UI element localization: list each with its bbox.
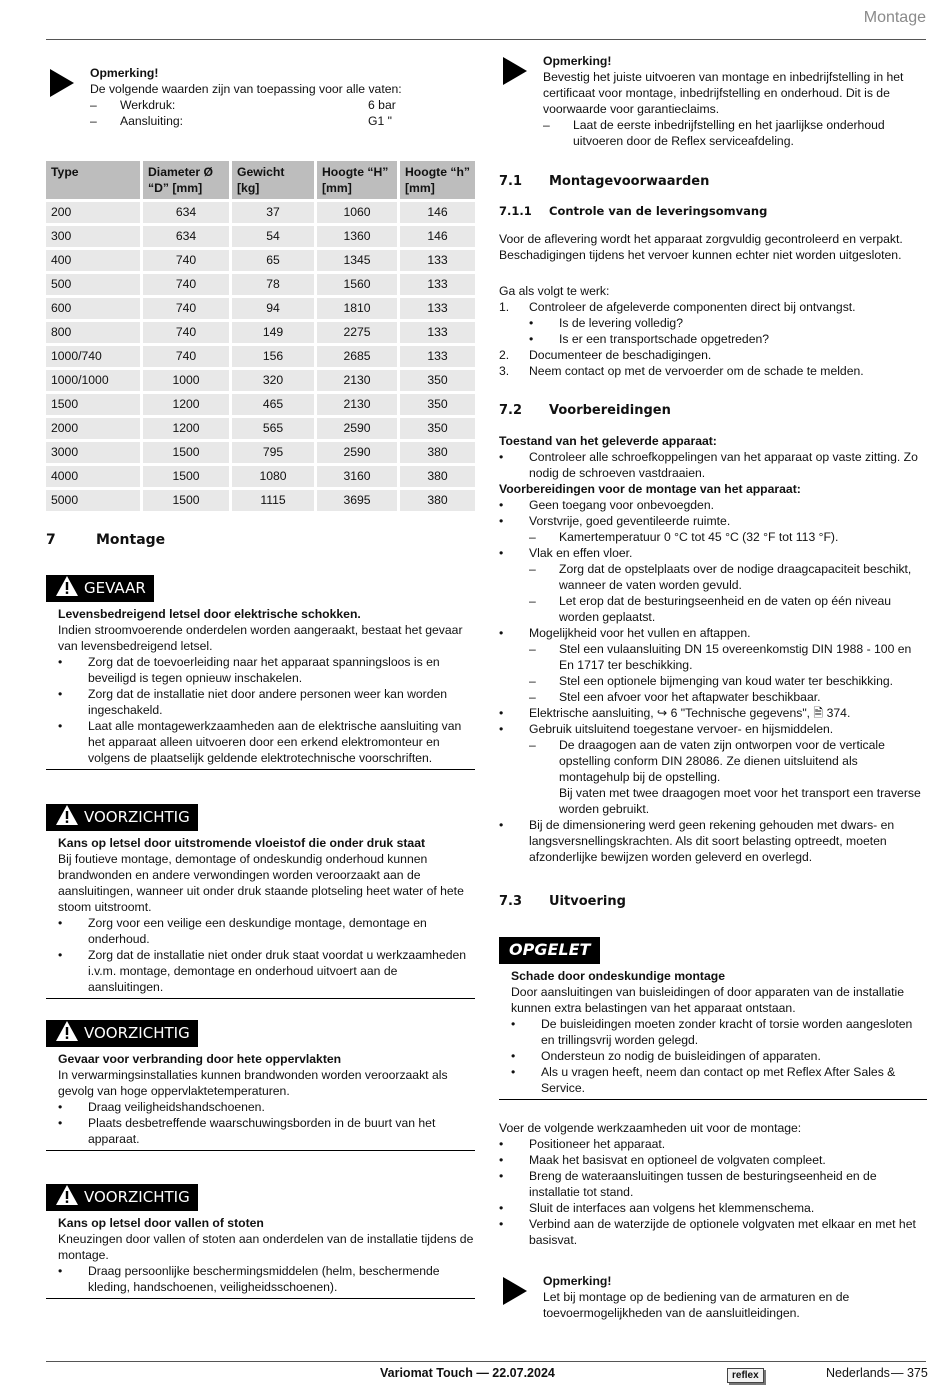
page-number: — 375: [891, 1366, 928, 1380]
table-cell: 1080: [232, 466, 314, 487]
table-cell: 37: [232, 202, 314, 223]
table-row: [46, 250, 475, 271]
warning-text: Kneuzingen door vallen of stoten aan onderdelen van de installatie tijdens de montage.: [58, 1232, 474, 1262]
note-title: Opmerking!: [90, 66, 159, 80]
table-cell: 1810: [317, 298, 397, 319]
warning-gevaar: [46, 575, 475, 770]
list-item: • Is er een transportschade opgetreden?: [529, 332, 770, 346]
list-item: • Als u vragen heeft, neem dan contact op met Reflex After Sales & Service.: [511, 1065, 896, 1095]
list-item: • Gebruik uitsluitend toegestane vervoer- en hijsmiddelen.: [499, 722, 834, 736]
section-7-2-heading: 7.2 Voorbereidingen: [499, 403, 671, 418]
spec-item: – Werkdruk: 6 bar: [90, 98, 396, 112]
list-item: • Plaats desbetreffende waarschuwingsborden in de buurt van het apparaat.: [58, 1116, 436, 1146]
voorzichtig-badge: VOORZICHTIG: [46, 1020, 198, 1047]
table-cell: 1500: [46, 394, 140, 415]
footer-rule: [46, 1361, 926, 1362]
table-row: [46, 322, 475, 343]
table-cell: 146: [400, 226, 475, 247]
list-item: – Stel een afvoer voor het aftapwater beschikbaar.: [529, 690, 821, 704]
table-cell: 1200: [143, 394, 229, 415]
table-cell: 1500: [143, 442, 229, 463]
table-cell: 2130: [317, 370, 397, 391]
table-row: [46, 466, 475, 487]
steps-intro: Ga als volgt te werk:: [499, 284, 610, 298]
table-cell: 1115: [232, 490, 314, 511]
warning-voorzichtig-verbranding: [46, 1020, 475, 1151]
table-cell: 1500: [143, 466, 229, 487]
list-item: • Draag persoonlijke beschermingsmiddelen (helm, beschermende kleding, handschoenen, veiligheidsschoenen).: [58, 1264, 440, 1294]
table-cell: 1200: [143, 418, 229, 439]
table-row: [46, 418, 475, 439]
list-item: – Laat de eerste inbedrijfstelling en het jaarlijkse onderhoud uitvoeren door de Reflex serviceafdeling.: [543, 118, 885, 148]
list-item: • Maak het basisvat en optioneel de volgvaten compleet.: [499, 1153, 826, 1167]
note-certificaat: [499, 53, 927, 149]
warning-opgelet: [499, 937, 927, 1100]
warning-text: Bij foutieve montage, demontage of ondeskundig onderhoud kunnen brandwonden en andere verwondingen worden veroorzaakt aan de aansluitingen, wanneer uit onder druk staande plotseling heet water of hete stoom uitstroomt.: [58, 852, 464, 914]
table-cell: 3000: [46, 442, 140, 463]
table-cell: 1360: [317, 226, 397, 247]
note-text: De volgende waarden zijn van toepassing voor alle vaten:: [90, 82, 402, 96]
table-cell: 2275: [317, 322, 397, 343]
list-item: • De buisleidingen moeten zonder kracht of torsie worden aangesloten en trillingsvrij worden gelegd.: [511, 1017, 913, 1047]
section-7-heading: 7 Montage: [46, 532, 166, 548]
list-item: – De draagogen aan de vaten zijn ontworpen voor de verticale opstelling conform DIN 28086. Ze dienen uitsluitend als montagehulp bij de opstelling. Bij vaten met twee draagogen moet voor het transport een traverse worden gebruikt.: [529, 738, 921, 816]
list-item: 2. Documenteer de beschadigingen.: [499, 348, 712, 362]
list-item: • Verbind aan de waterzijde de optionele volgvaten met elkaar en met het basisvat.: [499, 1217, 916, 1247]
reflex-logo: reflex: [727, 1366, 764, 1383]
warning-triangle-icon: [56, 1021, 78, 1041]
table-cell: 740: [143, 298, 229, 319]
table-row: [46, 226, 475, 247]
table-row: [46, 490, 475, 511]
table-cell: 156: [232, 346, 314, 367]
header-rule: [46, 39, 926, 40]
list-item: • Draag veiligheidshandschoenen.: [58, 1100, 265, 1114]
table-cell: 1560: [317, 274, 397, 295]
table-cell: 200: [46, 202, 140, 223]
table-row: [46, 274, 475, 295]
voorzichtig-badge: VOORZICHTIG: [46, 804, 198, 831]
table-cell: 350: [400, 418, 475, 439]
table-row: [46, 394, 475, 415]
warning-title: Gevaar voor verbranding door hete oppervlakten: [58, 1052, 342, 1066]
table-cell: 1000: [143, 370, 229, 391]
note-arrow-icon: [503, 1277, 527, 1305]
note-bediening: [499, 1273, 927, 1321]
table-cell: 54: [232, 226, 314, 247]
table-cell: 3160: [317, 466, 397, 487]
list-item: – Stel een vulaansluiting DN 15 overeenkomstig DIN 1988 - 100 en En 1717 ter beschikking.: [529, 642, 912, 672]
table-cell: 800: [46, 322, 140, 343]
table-cell: 3695: [317, 490, 397, 511]
warning-triangle-icon: [56, 805, 78, 825]
work-intro: Voer de volgende werkzaamheden uit voor de montage:: [499, 1121, 802, 1135]
warning-triangle-icon: [56, 1185, 78, 1205]
table-cell: 4000: [46, 466, 140, 487]
table-cell: 133: [400, 274, 475, 295]
table-cell: 1000/740: [46, 346, 140, 367]
list-item: • Vlak en effen vloer.: [499, 546, 633, 560]
steps-list: [499, 283, 927, 379]
table-cell: 740: [143, 250, 229, 271]
table-cell: 380: [400, 490, 475, 511]
list-item: • Elektrische aansluiting, ↪ 6 "Technische gegevens", 🗎 374.: [499, 706, 851, 720]
warning-title: Kans op letsel door vallen of stoten: [58, 1216, 264, 1230]
table-cell: 5000: [46, 490, 140, 511]
table-cell: 2590: [317, 442, 397, 463]
toestand-title: Toestand van het geleverde apparaat:: [499, 434, 717, 448]
section-7-3-heading: 7.3 Uitvoering: [499, 894, 626, 909]
table-cell: 740: [143, 346, 229, 367]
table-cell: 65: [232, 250, 314, 271]
table-cell: 146: [400, 202, 475, 223]
col-weight: Gewicht [kg]: [232, 161, 314, 199]
voorzichtig-badge: VOORZICHTIG: [46, 1184, 198, 1211]
warning-triangle-icon: [56, 576, 78, 596]
table-cell: 795: [232, 442, 314, 463]
warning-text: In verwarmingsinstallaties kunnen brandwonden worden veroorzaakt als gevolg van hoge oppervlaktetemperaturen.: [58, 1068, 448, 1098]
list-item: • Geen toegang voor onbevoegden.: [499, 498, 714, 512]
table-cell: 350: [400, 394, 475, 415]
table-cell: 1500: [143, 490, 229, 511]
note-arrow-icon: [503, 57, 527, 85]
table-row: [46, 202, 475, 223]
section-7-1-heading: 7.1 Montagevoorwaarden: [499, 174, 710, 189]
table-cell: 600: [46, 298, 140, 319]
table-cell: 740: [143, 322, 229, 343]
warning-title: Schade door ondeskundige montage: [511, 969, 725, 983]
table-cell: 2590: [317, 418, 397, 439]
list-item: • Zorg dat de installatie niet onder druk staat voordat u werkzaamheden i.v.m. montage, demontage en onderhoud uitvoert aan de aansluitingen.: [58, 948, 467, 994]
list-item: 1. Controleer de afgeleverde componenten direct bij ontvangst.: [499, 300, 856, 314]
list-item: • Is de levering volledig?: [529, 316, 683, 330]
table-cell: 380: [400, 466, 475, 487]
table-cell: 94: [232, 298, 314, 319]
list-item: • Zorg dat de toevoerleiding naar het apparaat spanningsloos is en beveiligd is tegen opnieuw inschakelen.: [58, 655, 440, 685]
col-diameter: Diameter Ø “D” [mm]: [143, 161, 229, 199]
table-cell: 320: [232, 370, 314, 391]
list-item: – Kamertemperatuur 0 °C tot 45 °C (32 °F tot 113 °F).: [529, 530, 839, 544]
spec-item: – Aansluiting: G1 ": [90, 114, 392, 128]
list-item: • Zorg voor een veilige een deskundige montage, demontage en onderhoud.: [58, 916, 427, 946]
table-cell: 149: [232, 322, 314, 343]
list-item: • Breng de wateraansluitingen tussen de besturingseenheid en de installatie tot stand.: [499, 1169, 877, 1199]
list-item: • Bij de dimensionering werd geen rekening gehouden met dwars- en langsversnellingskrachten. Als dit soort belasting optreedt, moeten afzonderlijke bewijzen worden geleverd en overlegd.: [499, 818, 895, 864]
warning-title: Kans op letsel door uitstromende vloeistof die onder druk staat: [58, 836, 426, 850]
list-item: • Laat alle montagewerkzaamheden aan de elektrische aansluiting van het apparaat alleen uitvoeren door een erkend elektromonteur en volgens de plaatselijk geldende elektrotechnische voorschriften.: [58, 719, 462, 765]
list-item: – Stel een optionele bijmenging van koud water ter beschikking.: [529, 674, 894, 688]
table-cell: 2000: [46, 418, 140, 439]
table-cell: 133: [400, 322, 475, 343]
note-values: [46, 65, 475, 129]
list-item: • Ondersteun zo nodig de buisleidingen of apparaten.: [511, 1049, 821, 1063]
header-title: Montage: [863, 9, 926, 26]
note-arrow-icon: [50, 69, 74, 97]
list-item: • Zorg dat de installatie niet door andere personen weer kan worden ingeschakeld.: [58, 687, 448, 717]
table-cell: 1000/1000: [46, 370, 140, 391]
warning-text: Door aansluitingen van buisleidingen of door apparaten van de installatie kunnen extra belastingen van het apparaat ontstaan.: [511, 985, 904, 1015]
col-height-h: Hoogte “h” [mm]: [400, 161, 475, 199]
table-cell: 1060: [317, 202, 397, 223]
warning-voorzichtig-druk: [46, 804, 475, 999]
table-cell: 1345: [317, 250, 397, 271]
col-height-H: Hoogte “H” [mm]: [317, 161, 397, 199]
table-cell: 2130: [317, 394, 397, 415]
table-row: [46, 442, 475, 463]
footer-lang: Nederlands: [826, 1366, 890, 1380]
list-item: – Zorg dat de opstelplaats over de nodige draagcapaciteit beschikt, wanneer de vaten worden gevuld.: [529, 562, 912, 592]
work-list: [499, 1120, 927, 1248]
table-cell: 133: [400, 346, 475, 367]
note-text: Let bij montage op de bediening van de armaturen en de toevoermogelijkheden van de aansluitleidingen.: [543, 1290, 850, 1320]
table-row: [46, 346, 475, 367]
table-cell: 634: [143, 202, 229, 223]
note-title: Opmerking!: [543, 1274, 612, 1288]
table-cell: 465: [232, 394, 314, 415]
leveringsomvang-text: Voor de aflevering wordt het apparaat zorgvuldig gecontroleerd en verpakt. Beschadigingen tijdens het vervoer kunnen echter niet worden uitgesloten.: [499, 232, 903, 262]
list-item: • Controleer alle schroefkoppelingen van het apparaat op vaste zitting. Zo nodig de schroeven vastdraaien.: [499, 450, 918, 480]
table-cell: 380: [400, 442, 475, 463]
opgelet-badge: OPGELET: [499, 937, 600, 964]
voorbereidingen-list: [499, 433, 927, 865]
table-cell: 634: [143, 226, 229, 247]
table-cell: 300: [46, 226, 140, 247]
table-cell: 350: [400, 370, 475, 391]
table-row: [46, 370, 475, 391]
dimensions-table: [46, 158, 475, 514]
warning-text: Indien stroomvoerende onderdelen worden aangeraakt, bestaat het gevaar van levensbedreigend letsel.: [58, 623, 463, 653]
table-cell: 500: [46, 274, 140, 295]
table-cell: 740: [143, 274, 229, 295]
warning-title: Levensbedreigend letsel door elektrische schokken.: [58, 607, 361, 621]
table-cell: 2685: [317, 346, 397, 367]
gevaar-badge: GEVAAR: [46, 575, 154, 602]
prep-title: Voorbereidingen voor de montage van het apparaat:: [499, 482, 801, 496]
list-item: – Let erop dat de besturingseenheid en de vaten op één niveau worden geplaatst.: [529, 594, 892, 624]
list-item: • Positioneer het apparaat.: [499, 1137, 666, 1151]
list-item: • Vorstvrije, goed geventileerde ruimte.: [499, 514, 731, 528]
table-cell: 133: [400, 298, 475, 319]
table-cell: 400: [46, 250, 140, 271]
table-row: [46, 298, 475, 319]
table-cell: 78: [232, 274, 314, 295]
col-type: Type: [46, 161, 140, 199]
warning-voorzichtig-vallen: [46, 1184, 475, 1299]
table-cell: 133: [400, 250, 475, 271]
list-item: 3. Neem contact op met de vervoerder om de schade te melden.: [499, 364, 864, 378]
note-text: Bevestig het juiste uitvoeren van montage en inbedrijfstelling in het certificaat voor montage, inbedrijfstelling en onderhoud. Dit is de voorwaarde voor garantieclaims.: [543, 70, 904, 116]
list-item: • Sluit de interfaces aan volgens het klemmenschema.: [499, 1201, 815, 1215]
section-7-1-1-heading: 7.1.1 Controle van de leveringsomvang: [499, 204, 768, 218]
table-cell: 565: [232, 418, 314, 439]
list-item: • Mogelijkheid voor het vullen en aftappen.: [499, 626, 751, 640]
footer-doc: Variomat Touch — 22.07.2024: [380, 1366, 555, 1380]
note-title: Opmerking!: [543, 54, 612, 68]
